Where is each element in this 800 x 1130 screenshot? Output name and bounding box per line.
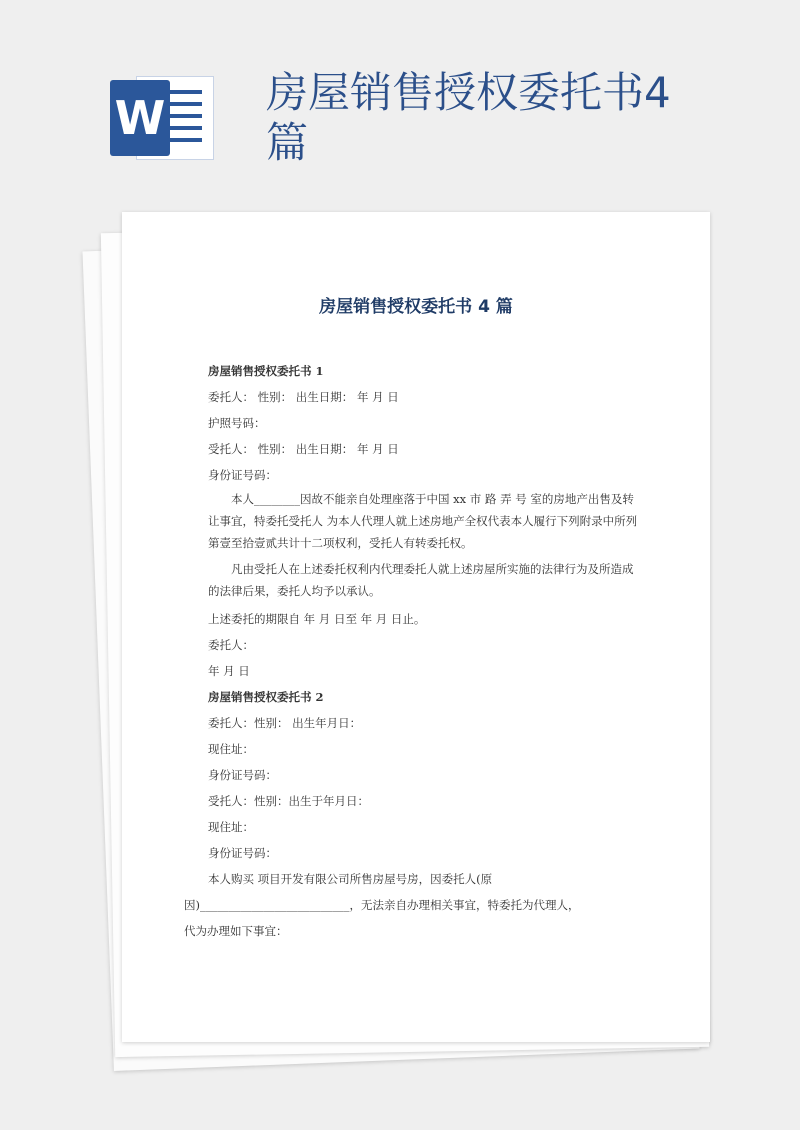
purchase-line: 本人购买 项目开发有限公司所售房屋号房，因委托人(原 xyxy=(208,872,493,886)
agent-line-2: 受托人：性别：出生于年月日： xyxy=(208,794,369,808)
date-line: 年 月 日 xyxy=(208,664,250,678)
tasks-line: 代为办理如下事宜： xyxy=(184,924,288,938)
section-heading-2: 房屋销售授权委托书 2 xyxy=(208,690,324,704)
word-document-icon xyxy=(110,76,214,160)
id-number-line: 身份证号码： xyxy=(208,468,277,482)
document-title: 房屋销售授权委托书 4 篇 xyxy=(319,297,513,317)
word-logo-badge: W xyxy=(110,80,170,156)
id-number-line-2: 身份证号码： xyxy=(208,768,277,782)
id-number-line-3: 身份证号码： xyxy=(208,846,277,860)
agent-line: 受托人： 性别： 出生日期： 年 月 日 xyxy=(208,442,399,456)
principal-line-2: 委托人：性别： 出生年月日： xyxy=(208,716,362,730)
section-heading-1: 房屋销售授权委托书 1 xyxy=(208,364,324,378)
authorization-paragraph: 本人________因故不能亲自处理座落于中国 xx 市 路 弄 号 室的房地产出售及转让事宜，特委托受托人 为本人代理人就上述房地产全权代表本人履行下列附录中所列第壹至拾壹贰共计十二项权利，受托人有转委托权。 xyxy=(208,492,638,550)
address-line-1: 现住址： xyxy=(208,742,254,756)
document-page xyxy=(122,212,710,1042)
principal-signature-line: 委托人： xyxy=(208,638,254,652)
passport-line: 护照号码： xyxy=(208,416,266,430)
legal-effect-paragraph: 凡由受托人在上述委托权利内代理委托人就上述房屋所实施的法律行为及所造成的法律后果，委托人均予以承认。 xyxy=(208,562,634,598)
reason-line: 因)__________________________，无法亲自办理相关事宜，特委托为代理人， xyxy=(184,898,580,912)
principal-line: 委托人： 性别： 出生日期： 年 月 日 xyxy=(208,390,399,404)
document-body xyxy=(184,358,638,944)
period-line: 上述委托的期限自 年 月 日至 年 月 日止。 xyxy=(208,612,426,626)
address-line-2: 现住址： xyxy=(208,820,254,834)
page-title: 房屋销售授权委托书4篇 xyxy=(266,68,671,167)
